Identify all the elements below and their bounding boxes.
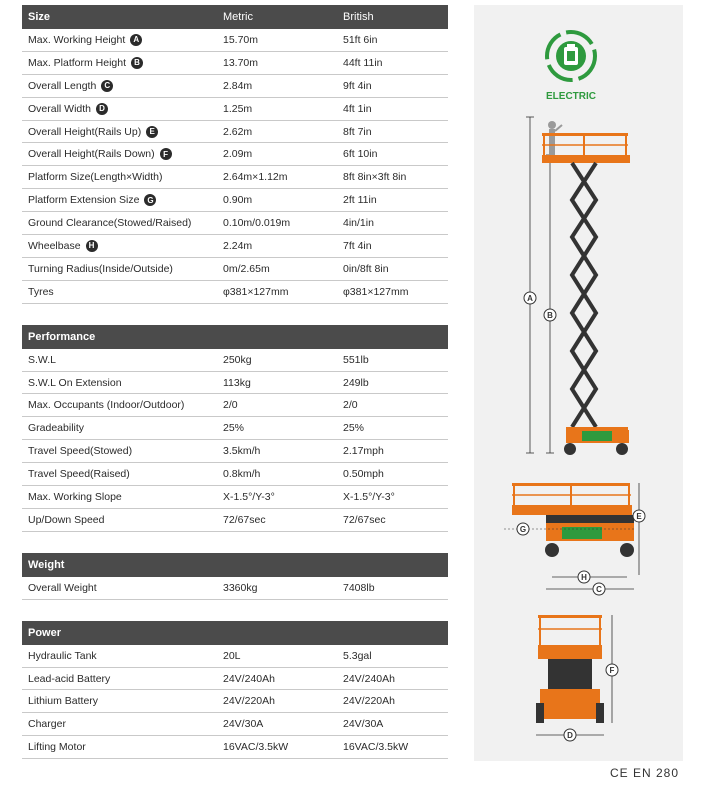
british-value: 6ft 10in (343, 148, 378, 161)
metric-value: 0.90m (223, 194, 253, 207)
row-label: Lead-acid Battery (28, 672, 111, 685)
row-label: S.W.L (28, 353, 57, 366)
british-value: 2.17mph (343, 445, 384, 458)
label-g: G (519, 525, 527, 534)
metric-value: 2.64m×1.12m (223, 171, 288, 184)
metric-value: 16VAC/3.5kW (223, 741, 289, 754)
metric-value: 2.24m (223, 239, 253, 252)
label-a: A (527, 294, 533, 303)
british-value: 0in/8ft 8in (343, 262, 389, 275)
row-label: Max. Working Height (28, 33, 126, 46)
row-label: Ground Clearance(Stowed/Raised) (28, 217, 192, 230)
row-label: Platform Size(Length×Width) (28, 171, 163, 184)
side-view-lift (504, 483, 645, 595)
metric-value: 15.70m (223, 33, 259, 46)
badge-e: E (146, 126, 158, 138)
table-row (22, 417, 448, 440)
row-label: Lifting Motor (28, 741, 86, 754)
british-value: 16VAC/3.5kW (343, 741, 409, 754)
british-value: X-1.5°/Y-3° (343, 490, 395, 503)
metric-value: 25% (223, 422, 245, 435)
badge-h: H (86, 240, 98, 252)
british-value: 4in/1in (343, 217, 374, 230)
row-label: Hydraulic Tank (28, 649, 97, 662)
table-row (22, 29, 448, 52)
badge-g: G (144, 194, 156, 206)
metric-value: 72/67sec (223, 513, 266, 526)
metric-value: 2.09m (223, 148, 253, 161)
extended-lift (524, 117, 630, 455)
metric-value: 3360kg (223, 581, 258, 594)
row-label: Tyres (28, 285, 54, 298)
weight-header (22, 553, 448, 577)
table-row (22, 394, 448, 417)
table-row (22, 349, 448, 372)
british-value: 7408lb (343, 581, 375, 594)
row-label: Up/Down Speed (28, 513, 105, 526)
row-label: Lithium Battery (28, 695, 99, 708)
badge-a: A (130, 34, 142, 46)
metric-value: 20L (223, 649, 241, 662)
performance-header (22, 325, 448, 349)
table-row (22, 736, 448, 759)
metric-header: Metric (223, 11, 253, 23)
british-value: 72/67sec (343, 513, 386, 526)
british-value: 24V/30A (343, 718, 384, 731)
table-row (22, 713, 448, 736)
label-d: D (567, 731, 573, 740)
metric-value: 0m/2.65m (223, 262, 270, 275)
row-label: Turning Radius(Inside/Outside) (28, 262, 173, 275)
row-label: Travel Speed(Raised) (28, 468, 130, 481)
row-label: Max. Occupants (Indoor/Outdoor) (28, 399, 185, 412)
table-row (22, 166, 448, 189)
british-value: 8ft 8in×3ft 8in (343, 171, 407, 184)
power-header-label: Power (28, 626, 62, 639)
british-value: 249lb (343, 376, 369, 389)
table-row (22, 75, 448, 98)
performance-table (22, 325, 448, 532)
row-label: Overall Height(Rails Down) (28, 148, 155, 161)
weight-table (22, 553, 448, 600)
table-row (22, 690, 448, 713)
metric-value: X-1.5°/Y-3° (223, 490, 275, 503)
table-row (22, 235, 448, 258)
metric-value: 0.8km/h (223, 468, 261, 481)
metric-value: 0.10m/0.019m (223, 217, 291, 230)
table-row (22, 189, 448, 212)
table-row (22, 98, 448, 121)
table-row (22, 577, 448, 600)
table-row (22, 463, 448, 486)
table-row (22, 509, 448, 532)
metric-value: 2.62m (223, 125, 253, 138)
british-value: 44ft 11in (343, 56, 383, 69)
metric-value: 24V/220Ah (223, 695, 275, 708)
british-value: 24V/220Ah (343, 695, 395, 708)
electric-badge-icon (547, 32, 595, 80)
size-header (22, 5, 448, 29)
weight-header-label: Weight (28, 558, 65, 571)
british-header: British (343, 11, 374, 23)
spec-tables (22, 5, 448, 759)
british-value: 25% (343, 422, 365, 435)
row-label: Overall Length (28, 79, 97, 92)
label-e: E (636, 512, 642, 521)
table-row (22, 212, 448, 235)
table-row (22, 121, 448, 144)
row-label: Overall Width (28, 102, 92, 115)
scissor-lift-diagram (474, 5, 683, 761)
diagram-panel (474, 5, 683, 761)
row-label: Charger (28, 718, 66, 731)
table-row (22, 668, 448, 691)
row-label: Travel Speed(Stowed) (28, 445, 133, 458)
table-row (22, 258, 448, 281)
metric-value: φ381×127mm (223, 285, 289, 298)
table-row (22, 645, 448, 668)
british-value: 7ft 4in (343, 239, 372, 252)
british-value: 551lb (343, 353, 369, 366)
table-row (22, 281, 448, 304)
power-header (22, 621, 448, 645)
certification-label: CE EN 280 (610, 766, 680, 780)
british-value: 24V/240Ah (343, 672, 395, 685)
british-value: 2/0 (343, 399, 358, 412)
label-b: B (547, 311, 553, 320)
metric-value: 3.5km/h (223, 445, 261, 458)
metric-value: 13.70m (223, 56, 259, 69)
british-value: 2ft 11in (343, 194, 377, 207)
row-label: Max. Working Slope (28, 490, 122, 503)
metric-value: 1.25m (223, 102, 253, 115)
metric-value: 250kg (223, 353, 252, 366)
metric-value: 2.84m (223, 79, 253, 92)
table-row (22, 143, 448, 166)
size-header-label: Size (28, 11, 51, 23)
british-value: φ381×127mm (343, 285, 409, 298)
badge-c: C (101, 80, 113, 92)
british-value: 5.3gal (343, 649, 372, 662)
table-row (22, 440, 448, 463)
row-label: Max. Platform Height (28, 56, 127, 69)
badge-d: D (96, 103, 108, 115)
table-row (22, 372, 448, 395)
badge-b: B (131, 57, 143, 69)
british-value: 51ft 6in (343, 33, 378, 46)
row-label: S.W.L On Extension (28, 376, 122, 389)
row-label: Platform Extension Size (28, 194, 140, 207)
label-c: C (596, 585, 602, 594)
metric-value: 24V/240Ah (223, 672, 275, 685)
label-h: H (581, 573, 587, 582)
british-value: 4ft 1in (343, 102, 372, 115)
label-f: F (609, 666, 615, 675)
row-label: Overall Height(Rails Up) (28, 125, 142, 138)
table-row (22, 52, 448, 75)
performance-header-label: Performance (28, 330, 96, 343)
metric-value: 24V/30A (223, 718, 264, 731)
front-view-lift (536, 615, 618, 741)
british-value: 9ft 4in (343, 79, 372, 92)
badge-f: F (160, 148, 172, 160)
power-table (22, 621, 448, 759)
table-row (22, 486, 448, 509)
metric-value: 113kg (223, 376, 251, 389)
british-value: 0.50mph (343, 468, 384, 481)
row-label: Overall Weight (28, 581, 97, 594)
size-table (22, 5, 448, 304)
row-label: Gradeability (28, 422, 85, 435)
metric-value: 2/0 (223, 399, 238, 412)
row-label: Wheelbase (28, 239, 81, 252)
electric-label: ELECTRIC (546, 91, 596, 102)
british-value: 8ft 7in (343, 125, 372, 138)
